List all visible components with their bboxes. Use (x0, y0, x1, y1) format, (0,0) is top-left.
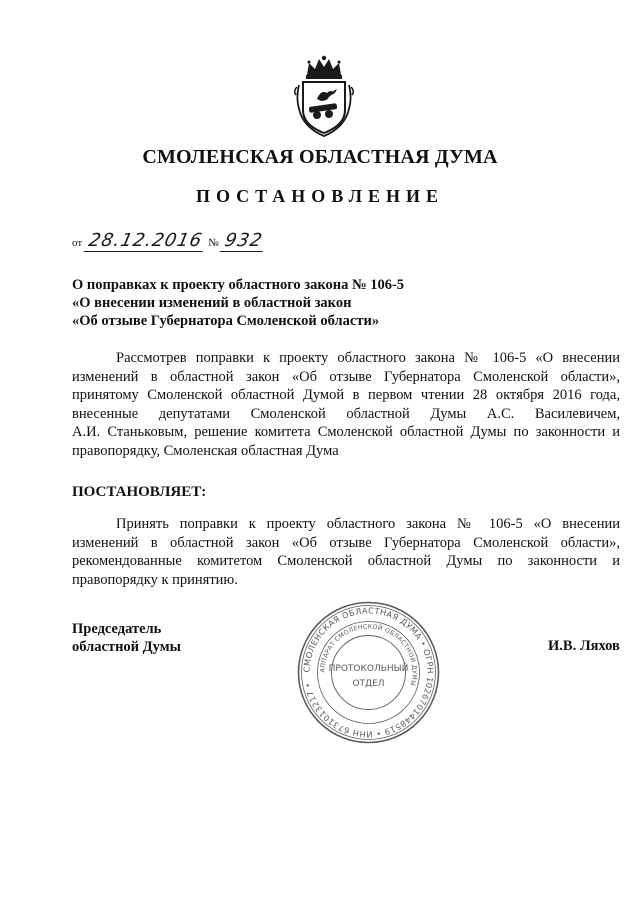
paragraph-line: правопорядку, Смоленская областная Дума (72, 442, 339, 459)
handwritten-number: 932 (220, 230, 268, 252)
resolution-paragraph (72, 515, 620, 589)
paragraph-line: Принять поправки к проекту областного закона № 106-5 «О внесении (116, 516, 620, 532)
paragraph-line: рекомендованные комитетом Смоленской областной Думы по законности и (72, 553, 620, 569)
stamp-inner-text: АППАРАТ СМОЛЕНСКОЙ ОБЛАСТНОЙ ДУМЫ (319, 623, 418, 687)
subject-line: «О внесении изменений в областной закон (72, 295, 352, 311)
position-line: областной Думы (72, 639, 181, 655)
svg-text:АППАРАТ СМОЛЕНСКОЙ ОБЛАСТНОЙ Д (319, 623, 418, 687)
paragraph-line: внесенные депутатами Смоленской областной Думы А.С. Василевичем, (72, 405, 620, 422)
paragraph-line: изменений в областной закон «Об отзыве Губернатора Смоленской области», (72, 368, 620, 385)
number-label: № (208, 237, 219, 249)
position-line: Председатель (72, 621, 162, 637)
decree-heading: ПОСТАНОВЛЯЕТ: (72, 484, 207, 500)
signatory-position (72, 620, 181, 656)
paragraph-line: Рассмотрев поправки к проекту областного закона № 106-5 «О внесении (116, 350, 620, 366)
stamp-outer-text: СМОЛЕНСКАЯ ОБЛАСТНАЯ ДУМА • ОГРН 1026701448519 • ИНН 6731013217 • (301, 605, 436, 740)
handwritten-date: 28.12.2016 (83, 230, 207, 252)
document-type-heading: ПОСТАНОВЛЕНИЕ (195, 186, 445, 206)
coat-of-arms-icon (293, 55, 355, 137)
official-stamp (296, 600, 441, 745)
subject-line: О поправках к проекту областного закона № 106-5 (72, 277, 405, 293)
stamp-center-line: ОТДЕЛ (352, 679, 385, 689)
paragraph-line: А.И. Станьковым, решение комитета Смоленской областной Думы по законности и (72, 424, 620, 440)
paragraph-line: изменений в областной закон «Об отзыве Губернатора Смоленской области», (72, 534, 620, 551)
paragraph-line: принятому Смоленской областной Думой в первом чтении 28 октября 2016 года, (72, 387, 620, 403)
paragraph-line: правопорядку к принятию. (72, 571, 238, 588)
stamp-center-line: ПРОТОКОЛЬНЫЙ (328, 664, 409, 674)
document-meta (72, 230, 266, 252)
organization-title: СМОЛЕНСКАЯ ОБЛАСТНАЯ ДУМА (142, 146, 498, 168)
date-label: от (72, 237, 83, 249)
subject-line: «Об отзыве Губернатора Смоленской области» (72, 313, 380, 329)
signatory-name: И.В. Ляхов (548, 638, 620, 654)
preamble-paragraph (72, 349, 620, 460)
document-subject (72, 276, 404, 330)
